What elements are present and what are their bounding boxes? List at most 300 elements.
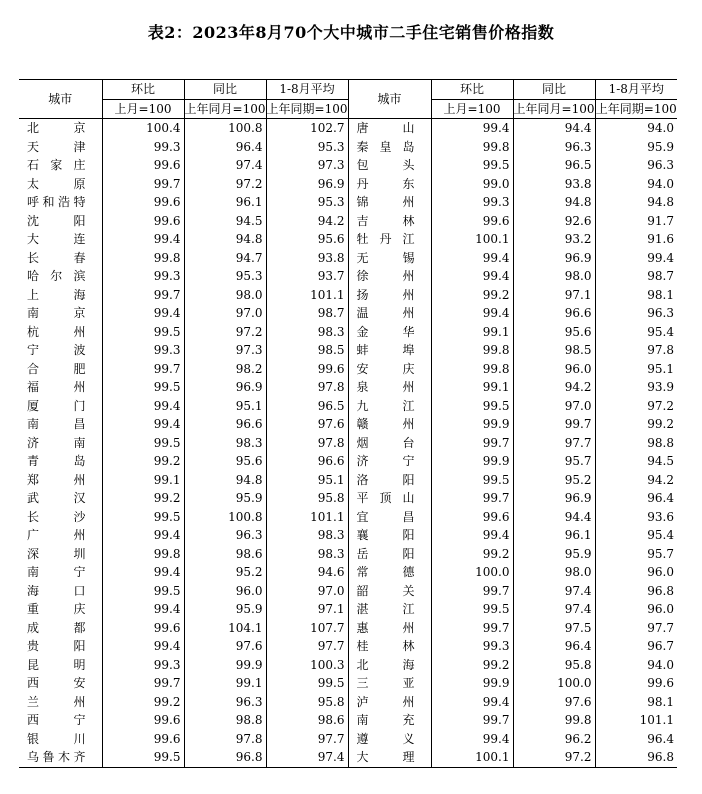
yoy-value: 95.2: [184, 563, 266, 582]
avg-value: 95.6: [266, 230, 348, 249]
yoy-value: 99.9: [184, 656, 266, 675]
table-row: [19, 360, 677, 379]
city-name: 洛阳: [348, 471, 431, 490]
city-name: 秦皇岛: [348, 138, 431, 157]
mom-value: 99.2: [102, 452, 184, 471]
mom-value: 99.5: [431, 397, 513, 416]
city-name: 赣州: [348, 415, 431, 434]
table-row: [19, 693, 677, 712]
city-name: 三亚: [348, 674, 431, 693]
mom-header-right: 环比: [431, 80, 513, 100]
table-row: [19, 415, 677, 434]
avg-value: 98.8: [595, 434, 677, 453]
avg-value: 96.8: [595, 582, 677, 601]
city-name: 扬州: [348, 286, 431, 305]
mom-value: 99.7: [431, 619, 513, 638]
mom-value: 99.1: [431, 323, 513, 342]
yoy-value: 97.6: [184, 637, 266, 656]
mom-value: 99.8: [431, 138, 513, 157]
city-name: 唐山: [348, 119, 431, 138]
table-row: [19, 748, 677, 767]
table-row: [19, 378, 677, 397]
city-name: 西宁: [27, 713, 86, 728]
city-name: 吉林: [348, 212, 431, 231]
avg-value: 95.1: [595, 360, 677, 379]
city-name: 南昌: [27, 417, 86, 432]
avg-value: 96.0: [595, 600, 677, 619]
mom-value: 99.9: [431, 452, 513, 471]
table-row: [19, 674, 677, 693]
table-row: [19, 545, 677, 564]
mom-value: 99.7: [431, 582, 513, 601]
mom-value: 99.4: [431, 693, 513, 712]
avg-value: 93.6: [595, 508, 677, 527]
table-row: [19, 730, 677, 749]
mom-value: 99.3: [102, 341, 184, 360]
mom-value: 99.7: [431, 489, 513, 508]
mom-value: 99.6: [102, 156, 184, 175]
yoy-value: 96.6: [513, 304, 595, 323]
mom-value: 99.5: [431, 600, 513, 619]
yoy-value: 93.8: [513, 175, 595, 194]
yoy-value: 92.6: [513, 212, 595, 231]
city-name: 湛江: [348, 600, 431, 619]
mom-value: 99.3: [431, 193, 513, 212]
city-header-right: 城市: [348, 80, 431, 119]
yoy-value: 97.4: [513, 582, 595, 601]
yoy-value: 95.6: [184, 452, 266, 471]
yoy-value: 98.0: [513, 563, 595, 582]
city-name: 呼和浩特: [27, 195, 86, 210]
city-name: 九江: [348, 397, 431, 416]
mom-value: 99.8: [102, 545, 184, 564]
avg-value: 94.0: [595, 175, 677, 194]
city-name: 郑州: [27, 472, 86, 487]
city-name: 岳阳: [348, 545, 431, 564]
mom-value: 99.6: [102, 193, 184, 212]
yoy-header-left: 同比: [184, 80, 266, 100]
avg-value: 95.8: [266, 693, 348, 712]
city-name: 哈尔滨: [27, 269, 86, 284]
city-name: 济宁: [348, 452, 431, 471]
mom-value: 99.0: [431, 175, 513, 194]
yoy-value: 98.6: [184, 545, 266, 564]
avg-value: 97.1: [266, 600, 348, 619]
yoy-base-right: 上年同月=100: [513, 99, 595, 119]
yoy-value: 98.0: [513, 267, 595, 286]
avg-header-right: 1-8月平均: [595, 80, 677, 100]
city-name: 沈阳: [27, 213, 86, 228]
yoy-value: 96.0: [184, 582, 266, 601]
table-title: 表2：2023年8月70个大中城市二手住宅销售价格指数: [147, 23, 555, 42]
yoy-value: 97.3: [184, 341, 266, 360]
mom-value: 99.4: [431, 119, 513, 138]
yoy-value: 100.8: [184, 508, 266, 527]
avg-value: 97.4: [266, 748, 348, 767]
yoy-value: 96.9: [513, 489, 595, 508]
mom-value: 99.7: [102, 175, 184, 194]
avg-value: 93.9: [595, 378, 677, 397]
avg-value: 101.1: [595, 711, 677, 730]
yoy-value: 94.4: [513, 119, 595, 138]
mom-value: 99.4: [102, 304, 184, 323]
yoy-value: 94.4: [513, 508, 595, 527]
mom-value: 99.5: [102, 323, 184, 342]
avg-value: 96.7: [595, 637, 677, 656]
yoy-value: 100.8: [184, 119, 266, 138]
mom-value: 99.3: [102, 267, 184, 286]
mom-value: 99.4: [102, 637, 184, 656]
yoy-value: 99.8: [513, 711, 595, 730]
yoy-value: 97.6: [513, 693, 595, 712]
avg-value: 101.1: [266, 286, 348, 305]
yoy-value: 97.5: [513, 619, 595, 638]
city-name: 广州: [27, 528, 86, 543]
city-name: 温州: [348, 304, 431, 323]
yoy-value: 96.8: [184, 748, 266, 767]
mom-value: 99.6: [431, 508, 513, 527]
table-row: [19, 711, 677, 730]
yoy-header-right: 同比: [513, 80, 595, 100]
mom-value: 99.5: [102, 508, 184, 527]
city-name: 银川: [27, 731, 86, 746]
avg-value: 95.3: [266, 138, 348, 157]
table-row: [19, 452, 677, 471]
mom-value: 99.7: [431, 434, 513, 453]
yoy-value: 97.4: [184, 156, 266, 175]
yoy-value: 96.9: [513, 249, 595, 268]
yoy-value: 94.2: [513, 378, 595, 397]
mom-value: 99.5: [431, 156, 513, 175]
yoy-value: 99.7: [513, 415, 595, 434]
city-name: 长春: [27, 250, 86, 265]
avg-value: 99.5: [266, 674, 348, 693]
yoy-value: 98.2: [184, 360, 266, 379]
city-name: 丹东: [348, 175, 431, 194]
mom-value: 100.0: [431, 563, 513, 582]
table-row: [19, 323, 677, 342]
avg-value: 96.0: [595, 563, 677, 582]
avg-value: 93.7: [266, 267, 348, 286]
mom-value: 99.4: [431, 730, 513, 749]
yoy-value: 96.4: [513, 637, 595, 656]
avg-value: 97.3: [266, 156, 348, 175]
mom-value: 99.4: [431, 267, 513, 286]
city-name: 大理: [348, 748, 431, 767]
table-row: [19, 508, 677, 527]
avg-value: 95.4: [595, 526, 677, 545]
avg-value: 98.3: [266, 323, 348, 342]
city-name: 包头: [348, 156, 431, 175]
city-name: 宜昌: [348, 508, 431, 527]
mom-value: 99.7: [431, 711, 513, 730]
avg-value: 95.8: [266, 489, 348, 508]
yoy-value: 96.3: [184, 526, 266, 545]
yoy-value: 97.2: [184, 323, 266, 342]
mom-value: 99.1: [102, 471, 184, 490]
city-name: 徐州: [348, 267, 431, 286]
yoy-value: 97.7: [513, 434, 595, 453]
city-name: 惠州: [348, 619, 431, 638]
yoy-value: 96.1: [513, 526, 595, 545]
city-name: 成都: [27, 620, 86, 635]
yoy-value: 97.0: [513, 397, 595, 416]
table-row: [19, 193, 677, 212]
mom-value: 99.2: [102, 693, 184, 712]
yoy-value: 95.9: [184, 600, 266, 619]
city-name: 杭州: [27, 324, 86, 339]
yoy-value: 94.5: [184, 212, 266, 231]
city-name: 厦门: [27, 398, 86, 413]
table-body: [19, 119, 677, 768]
avg-value: 98.1: [595, 693, 677, 712]
avg-value: 99.6: [266, 360, 348, 379]
yoy-value: 96.0: [513, 360, 595, 379]
table-row: [19, 230, 677, 249]
avg-value: 94.0: [595, 656, 677, 675]
avg-value: 95.1: [266, 471, 348, 490]
mom-value: 99.6: [102, 212, 184, 231]
mom-value: 99.8: [102, 249, 184, 268]
mom-value: 99.4: [102, 230, 184, 249]
yoy-value: 97.4: [513, 600, 595, 619]
yoy-value: 96.6: [184, 415, 266, 434]
yoy-value: 98.3: [184, 434, 266, 453]
table-row: [19, 600, 677, 619]
avg-value: 91.7: [595, 212, 677, 231]
city-name: 南充: [348, 711, 431, 730]
table-row: [19, 434, 677, 453]
yoy-value: 96.3: [513, 138, 595, 157]
table-row: [19, 656, 677, 675]
city-name: 南宁: [27, 565, 86, 580]
mom-value: 99.6: [102, 730, 184, 749]
avg-value: 96.4: [595, 489, 677, 508]
city-name: 天津: [27, 139, 86, 154]
mom-value: 99.1: [431, 378, 513, 397]
city-name: 石家庄: [27, 158, 86, 173]
avg-value: 99.2: [595, 415, 677, 434]
yoy-value: 100.0: [513, 674, 595, 693]
avg-value: 99.4: [595, 249, 677, 268]
city-name: 合肥: [27, 361, 86, 376]
table-row: [19, 341, 677, 360]
city-name: 泉州: [348, 378, 431, 397]
avg-value: 97.7: [595, 619, 677, 638]
avg-header-left: 1-8月平均: [266, 80, 348, 100]
city-name: 北海: [348, 656, 431, 675]
city-name: 遵义: [348, 730, 431, 749]
yoy-value: 97.1: [513, 286, 595, 305]
avg-value: 97.7: [266, 637, 348, 656]
header-row-1: [19, 80, 677, 100]
avg-value: 96.5: [266, 397, 348, 416]
yoy-value: 97.0: [184, 304, 266, 323]
mom-value: 99.5: [102, 434, 184, 453]
yoy-value: 98.0: [184, 286, 266, 305]
mom-value: 99.4: [431, 249, 513, 268]
yoy-value: 95.3: [184, 267, 266, 286]
yoy-base-left: 上年同月=100: [184, 99, 266, 119]
table-row: [19, 119, 677, 138]
avg-value: 98.5: [266, 341, 348, 360]
avg-value: 94.2: [595, 471, 677, 490]
mom-value: 99.5: [102, 748, 184, 767]
yoy-value: 97.8: [184, 730, 266, 749]
mom-value: 99.4: [102, 600, 184, 619]
city-name: 无锡: [348, 249, 431, 268]
city-name: 泸州: [348, 693, 431, 712]
city-name: 金华: [348, 323, 431, 342]
city-name: 大连: [27, 232, 86, 247]
city-name: 锦州: [348, 193, 431, 212]
avg-value: 97.8: [266, 378, 348, 397]
avg-value: 96.3: [595, 156, 677, 175]
city-name: 贵阳: [27, 639, 86, 654]
yoy-value: 94.8: [513, 193, 595, 212]
avg-value: 96.6: [266, 452, 348, 471]
mom-value: 99.5: [102, 378, 184, 397]
avg-value: 101.1: [266, 508, 348, 527]
city-name: 宁波: [27, 343, 86, 358]
yoy-value: 95.6: [513, 323, 595, 342]
city-name: 襄阳: [348, 526, 431, 545]
mom-base-left: 上月=100: [102, 99, 184, 119]
avg-value: 97.8: [266, 434, 348, 453]
avg-value: 97.6: [266, 415, 348, 434]
city-name: 蚌埠: [348, 341, 431, 360]
avg-value: 98.7: [266, 304, 348, 323]
avg-value: 97.7: [266, 730, 348, 749]
avg-value: 94.2: [266, 212, 348, 231]
mom-value: 99.4: [102, 415, 184, 434]
mom-value: 99.8: [431, 341, 513, 360]
yoy-value: 94.8: [184, 230, 266, 249]
mom-value: 99.4: [102, 563, 184, 582]
avg-value: 93.8: [266, 249, 348, 268]
avg-value: 95.9: [595, 138, 677, 157]
city-name: 长沙: [27, 509, 86, 524]
avg-value: 95.7: [595, 545, 677, 564]
mom-value: 99.7: [102, 286, 184, 305]
yoy-value: 95.7: [513, 452, 595, 471]
yoy-value: 96.9: [184, 378, 266, 397]
mom-header-left: 环比: [102, 80, 184, 100]
city-name: 桂林: [348, 637, 431, 656]
avg-value: 102.7: [266, 119, 348, 138]
city-name: 韶关: [348, 582, 431, 601]
city-name: 西安: [27, 676, 86, 691]
table-row: [19, 619, 677, 638]
table-row: [19, 397, 677, 416]
mom-value: 99.2: [431, 286, 513, 305]
city-name: 乌鲁木齐: [19, 748, 102, 767]
mom-value: 99.9: [431, 415, 513, 434]
table-row: [19, 526, 677, 545]
city-name: 平顶山: [348, 489, 431, 508]
table-row: [19, 304, 677, 323]
yoy-value: 94.7: [184, 249, 266, 268]
price-index-table: [19, 79, 677, 768]
city-name: 深圳: [27, 546, 86, 561]
table-row: [19, 563, 677, 582]
yoy-value: 99.1: [184, 674, 266, 693]
mom-value: 99.9: [431, 674, 513, 693]
yoy-value: 96.4: [184, 138, 266, 157]
city-name: 北京: [27, 121, 86, 136]
avg-value: 100.3: [266, 656, 348, 675]
mom-value: 99.4: [431, 304, 513, 323]
yoy-value: 96.3: [184, 693, 266, 712]
yoy-value: 95.2: [513, 471, 595, 490]
mom-value: 99.2: [102, 489, 184, 508]
table-row: [19, 286, 677, 305]
city-name: 南京: [27, 306, 86, 321]
avg-base-left: 上年同期=100: [266, 99, 348, 119]
city-name: 昆明: [27, 657, 86, 672]
yoy-value: 94.8: [184, 471, 266, 490]
avg-value: 91.6: [595, 230, 677, 249]
table-row: [19, 156, 677, 175]
yoy-value: 95.9: [513, 545, 595, 564]
mom-value: 99.3: [102, 656, 184, 675]
yoy-value: 104.1: [184, 619, 266, 638]
avg-value: 94.0: [595, 119, 677, 138]
city-name: 常德: [348, 563, 431, 582]
table-row: [19, 489, 677, 508]
mom-value: 99.7: [102, 674, 184, 693]
mom-value: 99.8: [431, 360, 513, 379]
avg-value: 98.1: [595, 286, 677, 305]
table-row: [19, 138, 677, 157]
avg-value: 96.4: [595, 730, 677, 749]
avg-value: 94.5: [595, 452, 677, 471]
mom-value: 99.4: [102, 397, 184, 416]
avg-value: 96.3: [595, 304, 677, 323]
avg-value: 95.4: [595, 323, 677, 342]
table-row: [19, 637, 677, 656]
yoy-value: 93.2: [513, 230, 595, 249]
avg-value: 98.6: [266, 711, 348, 730]
yoy-value: 95.1: [184, 397, 266, 416]
table-row: [19, 175, 677, 194]
mom-value: 99.5: [102, 582, 184, 601]
city-name: 重庆: [27, 602, 86, 617]
table-row: [19, 267, 677, 286]
mom-value: 100.1: [431, 748, 513, 767]
table-row: [19, 471, 677, 490]
mom-value: 99.6: [102, 711, 184, 730]
avg-value: 94.6: [266, 563, 348, 582]
city-header-left: 城市: [19, 80, 102, 119]
avg-value: 97.2: [595, 397, 677, 416]
avg-value: 96.9: [266, 175, 348, 194]
mom-value: 99.2: [431, 545, 513, 564]
mom-value: 99.3: [431, 637, 513, 656]
avg-value: 97.8: [595, 341, 677, 360]
yoy-value: 98.8: [184, 711, 266, 730]
avg-value: 98.7: [595, 267, 677, 286]
yoy-value: 98.5: [513, 341, 595, 360]
avg-value: 107.7: [266, 619, 348, 638]
mom-value: 100.4: [102, 119, 184, 138]
yoy-value: 95.9: [184, 489, 266, 508]
city-name: 济南: [27, 435, 86, 450]
table-row: [19, 582, 677, 601]
mom-base-right: 上月=100: [431, 99, 513, 119]
mom-value: 99.4: [431, 526, 513, 545]
avg-value: 98.3: [266, 545, 348, 564]
